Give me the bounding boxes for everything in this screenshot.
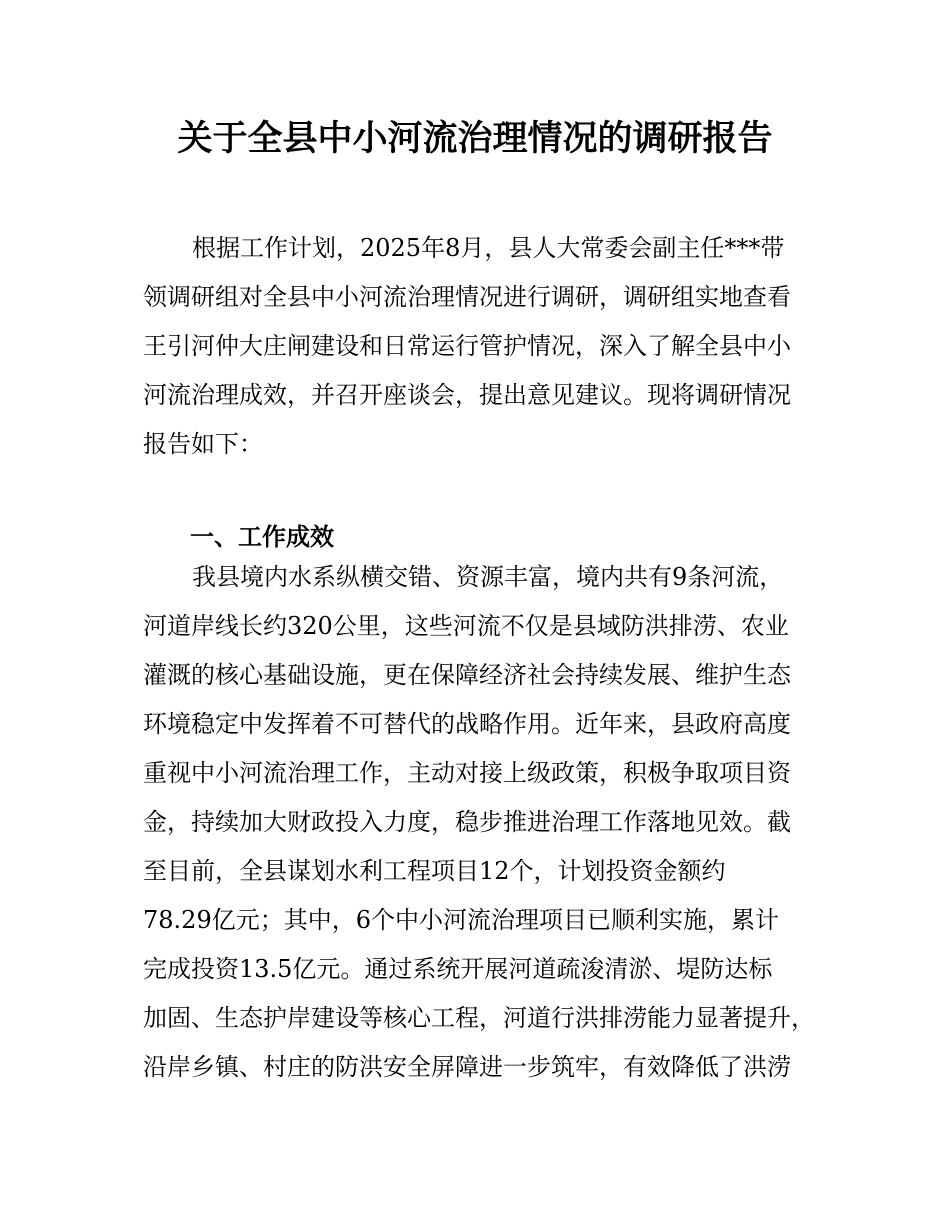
section1-line-9: 完成投资13.5亿元。通过系统开展河道疏浚清淤、堤防达标 [143,955,773,983]
document-title: 关于全县中小河流治理情况的调研报告 [177,118,773,159]
section-heading-achievements: 一、工作成效 [190,523,334,551]
section1-line-10: 加固、生态护岸建设等核心工程，河道行洪排涝能力显著提升， [143,1004,815,1032]
section1-line-7: 至目前，全县谋划水利工程项目12个，计划投资金额约 [143,857,726,885]
intro-line-1: 根据工作计划，2025年8月，县人大常委会副主任***带 [192,234,785,262]
section1-line-8: 78.29亿元；其中，6个中小河流治理项目已顺利实施，累计 [143,906,779,934]
intro-line-4: 河流治理成效，并召开座谈会，提出意见建议。现将调研情况 [143,381,791,409]
section1-line-1: 我县境内水系纵横交错、资源丰富，境内共有9条河流， [192,563,784,591]
intro-line-3: 王引河仲大庄闸建设和日常运行管护情况，深入了解全县中小 [143,332,791,360]
section1-line-4: 环境稳定中发挥着不可替代的战略作用。近年来，县政府高度 [143,710,791,738]
intro-line-2: 领调研组对全县中小河流治理情况进行调研，调研组实地查看 [143,283,791,311]
section1-line-5: 重视中小河流治理工作，主动对接上级政策，积极争取项目资 [143,759,791,787]
section1-line-11: 沿岸乡镇、村庄的防洪安全屏障进一步筑牢，有效降低了洪涝 [143,1053,791,1081]
section1-line-3: 灌溉的核心基础设施，更在保障经济社会持续发展、维护生态 [143,661,791,689]
intro-line-5: 报告如下： [143,430,263,458]
section1-line-6: 金，持续加大财政投入力度，稳步推进治理工作落地见效。截 [143,808,791,836]
section1-line-2: 河道岸线长约320公里，这些河流不仅是县域防洪排涝、农业 [143,612,789,640]
